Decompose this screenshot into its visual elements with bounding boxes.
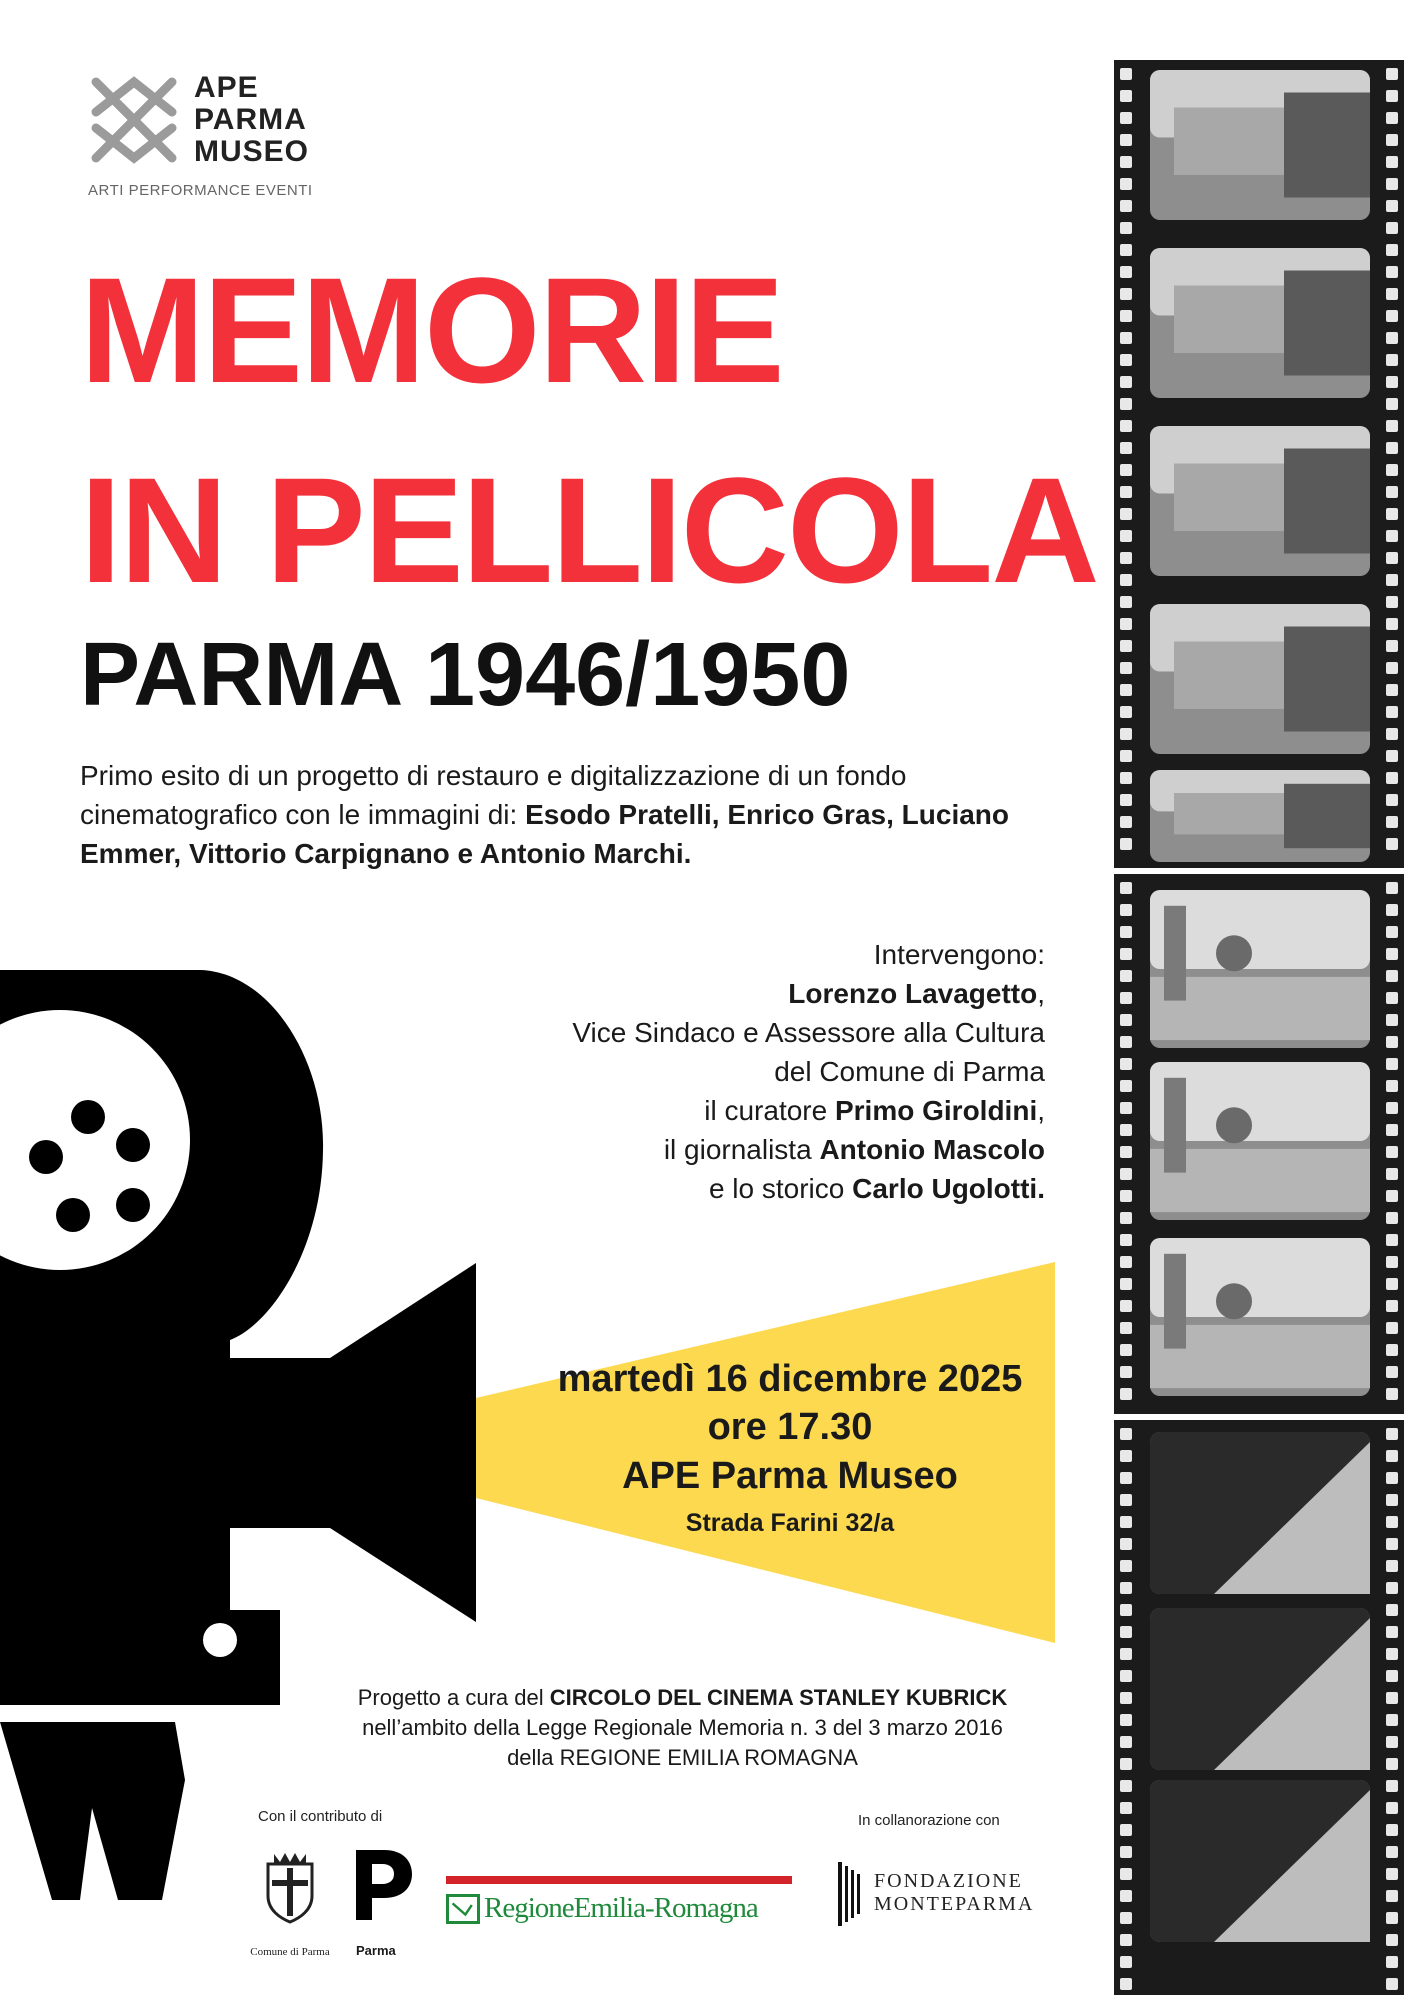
sprocket-hole: [1386, 178, 1398, 190]
sprocket-hole: [1120, 1450, 1132, 1462]
sprocket-hole: [1386, 1912, 1398, 1924]
sprocket-hole: [1120, 288, 1132, 300]
sprocket-hole: [1386, 1344, 1398, 1356]
sprocket-hole: [1386, 662, 1398, 674]
sprocket-hole: [1386, 1582, 1398, 1594]
sprocket-hole: [1120, 1322, 1132, 1334]
sprocket-hole: [1386, 530, 1398, 542]
frame-statue: [1164, 1254, 1186, 1349]
sprocket-hole: [1386, 244, 1398, 256]
logo-line: PARMA: [194, 103, 307, 136]
sprocket-hole: [1386, 1714, 1398, 1726]
credits-line: nell’ambito della Legge Regionale Memoria n. 3 del 3 marzo 2016: [362, 1715, 1003, 1740]
sprocket-hole: [1386, 354, 1398, 366]
sprocket-hole: [1120, 772, 1132, 784]
sprocket-hole: [1120, 486, 1132, 498]
subtitle: PARMA 1946/1950: [80, 625, 851, 725]
regione-flag-icon: [446, 1894, 480, 1924]
speaker-prefix: il giornalista: [663, 1134, 820, 1165]
sprocket-hole: [1386, 1212, 1398, 1224]
sprocket-hole: [1120, 1146, 1132, 1158]
sprocket-hole: [1386, 442, 1398, 454]
sprocket-hole: [1386, 750, 1398, 762]
logo-line: APE: [194, 71, 259, 104]
sprocket-hole: [1120, 1824, 1132, 1836]
sprocket-hole: [1120, 442, 1132, 454]
sprocket-hole: [1120, 376, 1132, 388]
sprocket-hole: [1386, 1146, 1398, 1158]
event-details: [520, 1355, 1060, 1545]
sprocket-hole: [1120, 1516, 1132, 1528]
sprocket-hole: [1386, 882, 1398, 894]
frame-building: [1174, 642, 1294, 710]
sprocket-hole: [1386, 618, 1398, 630]
sprocket-hole: [1386, 1516, 1398, 1528]
sprocket-hole: [1386, 684, 1398, 696]
sprocket-hole: [1120, 1934, 1132, 1946]
sprocket-hole: [1120, 1626, 1132, 1638]
logo-tagline: ARTI PERFORMANCE EVENTI: [88, 182, 313, 199]
sprocket-hole: [1386, 1890, 1398, 1902]
sprocket-hole: [1120, 1058, 1132, 1070]
sprocket-hole: [1120, 200, 1132, 212]
speaker-line: [470, 974, 1045, 1013]
frame-trees: [1284, 627, 1370, 732]
sprocket-hole: [1386, 1626, 1398, 1638]
speakers-block: [470, 935, 1045, 1208]
fondazione-line: MONTEPARMA: [874, 1893, 1035, 1915]
sprocket-hole: [1120, 596, 1132, 608]
sprocket-hole: [1386, 1692, 1398, 1704]
sprocket-hole: [1120, 310, 1132, 322]
sprocket-hole: [1120, 1036, 1132, 1048]
sprocket-hole: [1386, 1494, 1398, 1506]
event-address: Strada Farini 32/a: [685, 1509, 895, 1537]
credits-prefix: Progetto a cura del: [357, 1685, 550, 1710]
sprocket-hole: [1120, 1670, 1132, 1682]
speaker-separator: ,: [1037, 978, 1045, 1009]
sprocket-hole: [1386, 1256, 1398, 1268]
speaker-name: Carlo Ugolotti.: [852, 1173, 1045, 1204]
frame-trees: [1284, 449, 1370, 554]
speaker-name: Antonio Mascolo: [819, 1134, 1045, 1165]
sprocket-hole: [1386, 1956, 1398, 1968]
sprocket-hole: [1120, 1212, 1132, 1224]
sprocket-hole: [1120, 1278, 1132, 1290]
title-line-2: IN PELLICOLA: [80, 446, 1098, 614]
sprocket-hole: [1386, 1428, 1398, 1440]
sprocket-hole: [1386, 904, 1398, 916]
sprocket-hole: [1120, 1080, 1132, 1092]
sprocket-hole: [1120, 1780, 1132, 1792]
sprocket-hole: [1120, 530, 1132, 542]
sprocket-hole: [1120, 1344, 1132, 1356]
sprocket-hole: [1120, 1102, 1132, 1114]
sprocket-hole: [1386, 398, 1398, 410]
parma-p-icon: [354, 1848, 414, 1922]
logo-wordmark: [194, 72, 309, 168]
sprocket-hole: [1386, 310, 1398, 322]
sprocket-hole: [1386, 1278, 1398, 1290]
sprocket-hole: [1386, 376, 1398, 388]
sprocket-hole: [1386, 332, 1398, 344]
sprocket-hole: [1386, 794, 1398, 806]
sprocket-hole: [1386, 1472, 1398, 1484]
sprocket-hole: [1120, 1168, 1132, 1180]
sprocket-hole: [1386, 1058, 1398, 1070]
sprocket-hole: [1386, 816, 1398, 828]
credits-line: [300, 1683, 1065, 1713]
frame-building: [1174, 286, 1294, 354]
sprocket-hole: [1120, 684, 1132, 696]
sprocket-hole: [1120, 816, 1132, 828]
sprocket-hole: [1120, 904, 1132, 916]
frame-trees: [1284, 784, 1370, 848]
event-place: APE Parma Museo: [622, 1455, 958, 1497]
sprocket-hole: [1120, 112, 1132, 124]
sprocket-hole: [1386, 948, 1398, 960]
sprocket-hole: [1386, 574, 1398, 586]
sprocket-hole: [1120, 1366, 1132, 1378]
sprocket-hole: [1120, 1388, 1132, 1400]
sprocket-hole: [1386, 1758, 1398, 1770]
sprocket-hole: [1386, 1802, 1398, 1814]
regione-red-bar: [446, 1876, 792, 1884]
sprocket-hole: [1120, 882, 1132, 894]
sprocket-hole: [1386, 1450, 1398, 1462]
sprocket-hole: [1120, 90, 1132, 102]
frame-building: [1174, 108, 1294, 176]
sprocket-hole: [1386, 1234, 1398, 1246]
sprocket-hole: [1120, 1604, 1132, 1616]
speaker-role: del Comune di Parma: [774, 1056, 1045, 1087]
sprocket-hole: [1386, 1868, 1398, 1880]
sprocket-hole: [1120, 640, 1132, 652]
sprocket-hole: [1120, 1256, 1132, 1268]
sprocket-hole: [1120, 266, 1132, 278]
fondazione-line: FONDAZIONE: [874, 1870, 1023, 1892]
event-time: ore 17.30: [707, 1406, 873, 1448]
sprocket-hole: [1386, 1322, 1398, 1334]
sprocket-hole: [1386, 90, 1398, 102]
frame-trees: [1284, 93, 1370, 198]
sprocket-hole: [1120, 222, 1132, 234]
parma-logo: [354, 1848, 414, 1958]
contribution-label: Con il contributo di: [258, 1808, 383, 1825]
speaker-name: Primo Giroldini: [834, 1095, 1038, 1126]
sprocket-hole: [1386, 464, 1398, 476]
regione-emilia-romagna-logo: [446, 1876, 792, 1934]
sprocket-hole: [1120, 1802, 1132, 1814]
sprocket-hole: [1120, 420, 1132, 432]
sprocket-hole: [1120, 1014, 1132, 1026]
sprocket-hole: [1386, 288, 1398, 300]
sprocket-hole: [1386, 486, 1398, 498]
comune-name: Comune di Parma: [250, 1946, 330, 1958]
speaker-separator: ,: [1037, 1095, 1045, 1126]
sprocket-hole: [1120, 1190, 1132, 1202]
sprocket-hole: [1386, 156, 1398, 168]
comune-crest-icon: [260, 1850, 320, 1924]
sprocket-hole: [1386, 508, 1398, 520]
sprocket-hole: [1386, 552, 1398, 564]
speaker-name: Lorenzo Lavagetto: [788, 978, 1038, 1009]
sprocket-hole: [1120, 926, 1132, 938]
frame-urn: [1216, 935, 1252, 971]
sprocket-hole: [1120, 1494, 1132, 1506]
sprocket-hole: [1120, 1890, 1132, 1902]
sprocket-hole: [1120, 1846, 1132, 1858]
sprocket-hole: [1386, 1014, 1398, 1026]
sprocket-hole: [1386, 596, 1398, 608]
speaker-role: Vice Sindaco e Assessore alla Cultura: [572, 1017, 1045, 1048]
frame-urn: [1216, 1283, 1252, 1319]
sprocket-hole: [1120, 508, 1132, 520]
sprocket-hole: [1120, 354, 1132, 366]
sprocket-hole: [1386, 1780, 1398, 1792]
sprocket-hole: [1120, 750, 1132, 762]
event-date: martedì 16 dicembre 2025: [557, 1358, 1023, 1400]
sprocket-hole: [1386, 772, 1398, 784]
sprocket-hole: [1120, 1758, 1132, 1770]
sprocket-hole: [1386, 1388, 1398, 1400]
ape-logo-icon: [86, 72, 182, 168]
sprocket-hole: [1120, 244, 1132, 256]
sprocket-hole: [1120, 552, 1132, 564]
sprocket-hole: [1120, 1234, 1132, 1246]
sprocket-hole: [1120, 1912, 1132, 1924]
sprocket-hole: [1386, 1934, 1398, 1946]
credits-org: CIRCOLO DEL CINEMA STANLEY KUBRICK: [549, 1685, 1008, 1710]
sprocket-hole: [1386, 1736, 1398, 1748]
speaker-prefix: e lo storico: [708, 1173, 853, 1204]
intro-lead: Primo esito di un progetto di restauro e digitalizzazione di un fondo cinematografico con le immagini di:: [80, 760, 907, 830]
sprocket-hole: [1120, 618, 1132, 630]
title-line-1: MEMORIE: [80, 246, 783, 414]
sprocket-hole: [1386, 1124, 1398, 1136]
fondazione-name: [874, 1870, 1034, 1916]
sprocket-hole: [1120, 970, 1132, 982]
comune-di-parma-logo: [242, 1848, 338, 1958]
sprocket-hole: [1120, 156, 1132, 168]
sprocket-hole: [1386, 1102, 1398, 1114]
sprocket-hole: [1386, 1648, 1398, 1660]
sprocket-hole: [1386, 1538, 1398, 1550]
frame-trees: [1284, 271, 1370, 376]
sprocket-hole: [1120, 838, 1132, 850]
speaker-line: [470, 1091, 1045, 1130]
sprocket-hole: [1120, 398, 1132, 410]
sprocket-hole: [1120, 662, 1132, 674]
logo-line: MUSEO: [194, 135, 310, 168]
sprocket-hole: [1386, 1366, 1398, 1378]
credits-block: [300, 1683, 1065, 1773]
sprocket-hole: [1120, 1648, 1132, 1660]
sprocket-hole: [1386, 1978, 1398, 1990]
fondazione-mark-icon: [838, 1862, 864, 1926]
sprocket-hole: [1386, 1190, 1398, 1202]
sprocket-hole: [1386, 1846, 1398, 1858]
sprocket-hole: [1386, 640, 1398, 652]
sprocket-hole: [1386, 992, 1398, 1004]
speaker-prefix: il curatore: [704, 1095, 835, 1126]
credits-line: della REGIONE EMILIA ROMAGNA: [507, 1745, 858, 1770]
intro-names: Esodo Pratelli, Enrico Gras, Luciano Emmer, Vittorio Carpignano e Antonio Marchi.: [80, 799, 1009, 869]
sprocket-hole: [1120, 332, 1132, 344]
sprocket-hole: [1386, 266, 1398, 278]
frame-statue: [1164, 906, 1186, 1001]
sprocket-hole: [1386, 838, 1398, 850]
sprocket-hole: [1386, 1824, 1398, 1836]
frame-building: [1174, 793, 1294, 834]
frame-building: [1174, 464, 1294, 532]
speaker-line: [470, 1130, 1045, 1169]
sprocket-hole: [1120, 728, 1132, 740]
sprocket-hole: [1386, 68, 1398, 80]
regione-name: RegioneEmilia-Romagna: [484, 1892, 758, 1924]
ape-logo: [86, 70, 386, 210]
sprocket-hole: [1386, 1300, 1398, 1312]
sprocket-hole: [1120, 1692, 1132, 1704]
sprocket-hole: [1386, 1080, 1398, 1092]
speakers-heading: Intervengono:: [873, 939, 1045, 970]
sprocket-hole: [1120, 1560, 1132, 1572]
sprocket-hole: [1120, 1428, 1132, 1440]
sprocket-hole: [1120, 706, 1132, 718]
sprocket-hole: [1120, 794, 1132, 806]
sprocket-hole: [1386, 728, 1398, 740]
sprocket-hole: [1120, 948, 1132, 960]
sprocket-hole: [1120, 134, 1132, 146]
sprocket-hole: [1120, 1956, 1132, 1968]
intro-paragraph: [80, 756, 1070, 873]
sprocket-hole: [1386, 112, 1398, 124]
sprocket-hole: [1386, 420, 1398, 432]
sprocket-hole: [1120, 1978, 1132, 1990]
sprocket-hole: [1120, 1538, 1132, 1550]
sprocket-hole: [1386, 970, 1398, 982]
film-strip-icon: [1104, 0, 1414, 2000]
sprocket-hole: [1120, 464, 1132, 476]
sprocket-hole: [1120, 1124, 1132, 1136]
speaker-line: [470, 1169, 1045, 1208]
sprocket-hole: [1386, 1670, 1398, 1682]
frame-urn: [1216, 1107, 1252, 1143]
sprocket-hole: [1386, 1560, 1398, 1572]
sprocket-hole: [1386, 1036, 1398, 1048]
sprocket-hole: [1120, 992, 1132, 1004]
sprocket-hole: [1120, 1868, 1132, 1880]
collaboration-label: In collanorazione con: [858, 1812, 1000, 1829]
sprocket-hole: [1386, 926, 1398, 938]
sprocket-hole: [1120, 1300, 1132, 1312]
sprocket-hole: [1386, 222, 1398, 234]
sprocket-hole: [1386, 1168, 1398, 1180]
sprocket-hole: [1386, 200, 1398, 212]
sprocket-hole: [1120, 68, 1132, 80]
frame-statue: [1164, 1078, 1186, 1173]
sprocket-hole: [1386, 134, 1398, 146]
sprocket-hole: [1120, 1472, 1132, 1484]
sprocket-hole: [1120, 574, 1132, 586]
sprocket-hole: [1120, 1582, 1132, 1594]
sprocket-hole: [1386, 706, 1398, 718]
sprocket-hole: [1120, 1714, 1132, 1726]
parma-name: Parma: [356, 1943, 396, 1958]
sprocket-hole: [1120, 178, 1132, 190]
sprocket-hole: [1386, 1604, 1398, 1616]
fondazione-monteparma-logo: [838, 1862, 1038, 1926]
sprocket-hole: [1120, 1736, 1132, 1748]
